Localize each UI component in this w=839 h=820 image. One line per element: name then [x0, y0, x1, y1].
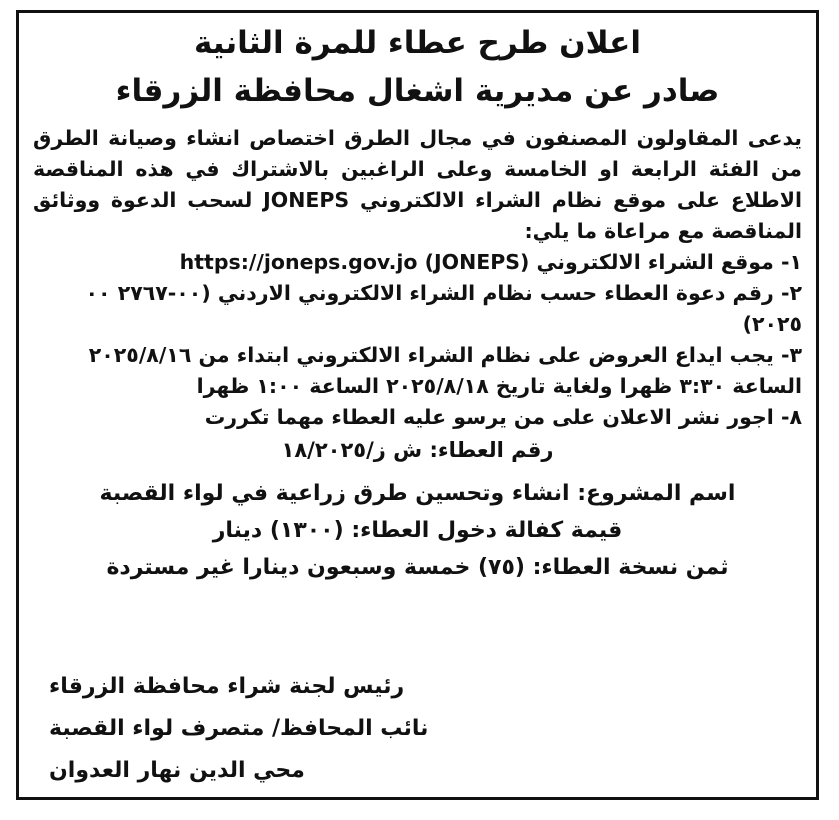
- tender-copy-price: ثمن نسخة العطاء: (٧٥) خمسة وسبعون دينارا غير مستردة: [106, 555, 729, 580]
- condition-item: ١- موقع الشراء الالكتروني (JONEPS) https://joneps.gov.jo: [179, 250, 802, 274]
- intro-paragraph: يدعى المقاولون المصنفون في مجال الطرق اختصاص انشاء وصيانة الطرق من الفئة الرابعة او الخامسة وعلى الراغبين بالاشتراك في هذه المناقصة الاطلاع على موقع نظام الشراء الالكتروني JONEPS لسحب الدعوة ووثائق المناقصة مع مراعاة ما يلي:: [33, 126, 802, 243]
- condition-item: ٨- اجور نشر الاعلان على من يرسو عليه العطاء مهما تكررت: [204, 405, 802, 429]
- bid-bond-value: قيمة كفالة دخول العطاء: (١٣٠٠) دينار: [212, 518, 623, 543]
- tender-number: رقم العطاء: ش ز/١٨/٢٠٢٥: [281, 438, 554, 462]
- condition-item: ٢- رقم دعوة العطاء حسب نظام الشراء الالكتروني الاردني (٠٠-٢٧٦٧ ٠٠ ٢٠٢٥): [85, 281, 802, 336]
- signature-line-name: محي الدين نهار العدوان: [49, 758, 305, 783]
- signature-line-committee: رئيس لجنة شراء محافظة الزرقاء: [49, 674, 405, 699]
- announcement-title: اعلان طرح عطاء للمرة الثانية: [194, 25, 641, 61]
- tender-announcement: [16, 10, 819, 800]
- condition-item: ٣- يجب ايداع العروض على نظام الشراء الالكتروني ابتداء من ٢٠٢٥/٨/١٦ الساعة ٣:٣٠ ظهرا ولغاية تاريخ ٢٠٢٥/٨/١٨ الساعة ١:٠٠ ظهرا: [88, 343, 802, 398]
- issuer-title: صادر عن مديرية اشغال محافظة الزرقاء: [115, 73, 720, 109]
- project-name: اسم المشروع: انشاء وتحسين طرق زراعية في لواء القصبة: [99, 481, 736, 506]
- signature-line-position: نائب المحافظ/ متصرف لواء القصبة: [49, 716, 429, 741]
